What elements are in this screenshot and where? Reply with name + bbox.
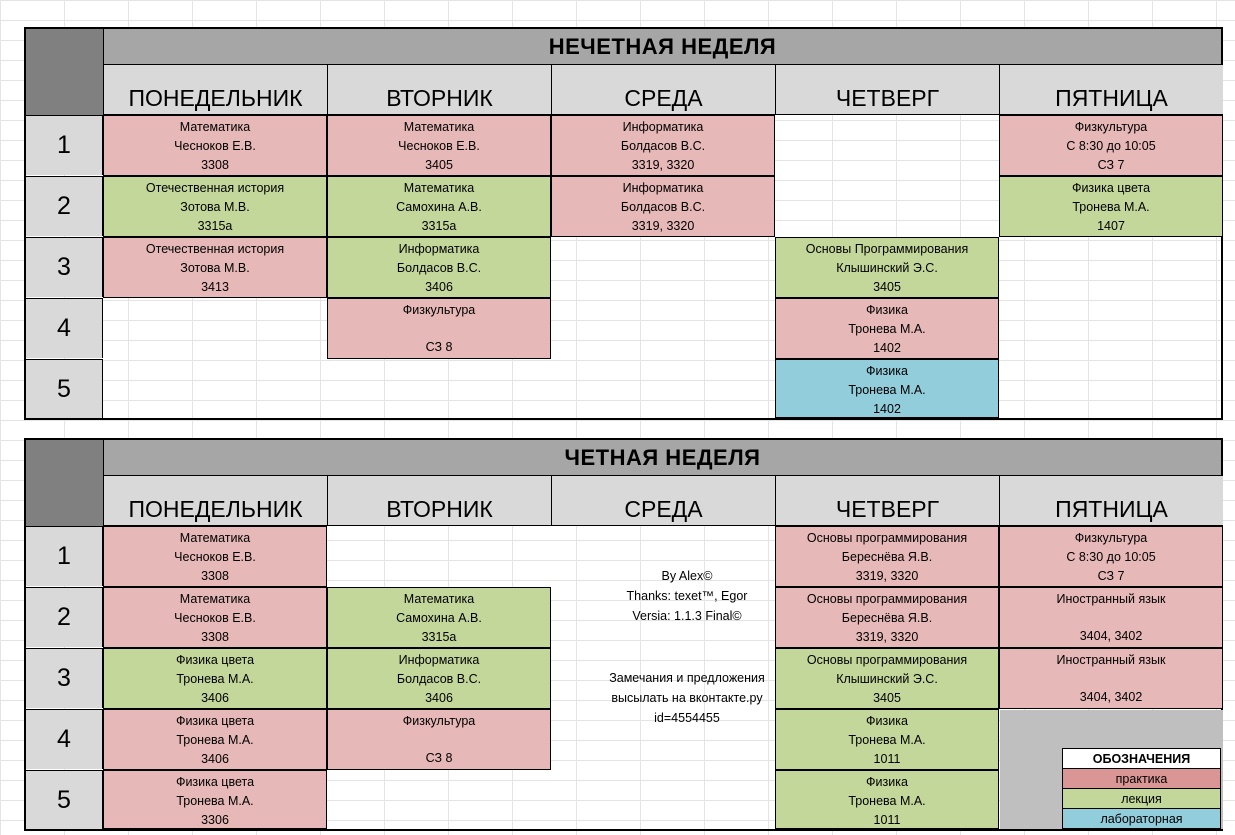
subject: Информатика [622,120,704,134]
room: 3413 [201,280,229,294]
class-cell[interactable] [103,770,327,829]
legend-lecture: лекция [1063,789,1220,809]
pair-number: 1 [26,526,103,586]
class-cell[interactable] [103,176,327,237]
teacher: Чесноков Е.В. [398,139,480,153]
room: 1402 [873,341,901,355]
pair-number: 2 [26,176,103,236]
class-cell[interactable] [999,115,1223,176]
room: 3319, 3320 [631,219,695,233]
teacher: Болдасов В.С. [396,672,482,686]
day-friday: ПЯТНИЦА [1000,65,1223,115]
subject: Основы программирования [806,531,968,545]
room: 1011 [873,813,901,827]
subject: Математика [403,592,475,606]
room: 3308 [201,158,229,172]
room: 3405 [873,691,901,705]
subject: Основы программирования [806,592,968,606]
subject: Математика [403,120,475,134]
subject: Отечественная история [145,242,285,256]
credits-thanks: Thanks: texet™, Egor [626,589,748,603]
pair-number: 5 [26,770,103,829]
class-cell[interactable] [103,587,327,648]
subject: Математика [179,120,251,134]
legend-lab: лабораторная [1063,809,1220,828]
room: СЗ 8 [425,340,453,354]
class-cell[interactable] [999,526,1223,587]
class-cell[interactable] [775,709,999,770]
subject: Физика [866,775,908,789]
room: 1011 [873,752,901,766]
teacher: Тронева М.А. [848,383,926,397]
subject: Основы Программирования [805,242,969,256]
class-cell[interactable] [775,359,999,418]
corner-cell [26,440,104,526]
room: СЗ 8 [425,751,453,765]
day-monday: ПОНЕДЕЛЬНИК [104,476,328,526]
day-friday: ПЯТНИЦА [1000,476,1223,526]
odd-week-table [24,27,1223,420]
room: 3306 [201,813,229,827]
legend [1062,748,1221,829]
subject: Физика цвета [1071,181,1151,195]
pair-number: 3 [26,237,103,297]
subject: Физика цвета [175,714,255,728]
subject: Иностранный язык [1056,653,1166,667]
feedback-line: Замечания и предложения [609,671,765,685]
subject: Информатика [398,653,480,667]
subject: Физика цвета [175,653,255,667]
room: СЗ 7 [1097,569,1125,583]
teacher: Тронева М.А. [848,733,926,747]
teacher: Болдасов В.С. [620,139,706,153]
pair-number: 4 [26,298,103,358]
subject: Математика [403,181,475,195]
feedback-line: высылать на вконтакте.ру [611,691,763,705]
teacher: Тронева М.А. [848,794,926,808]
teacher: Тронева М.А. [1072,200,1150,214]
subject: Физкультура [1074,531,1148,545]
teacher: С 8:30 до 10:05 [1066,550,1156,564]
subject: Отечественная история [145,181,285,195]
subject: Физика [866,714,908,728]
teacher: Береснёва Я.В. [841,611,933,625]
subject: Физкультура [1074,120,1148,134]
subject: Физика цвета [175,775,255,789]
class-cell[interactable] [103,648,327,709]
room: 3315а [197,219,233,233]
room: 3406 [201,691,229,705]
room: СЗ 7 [1097,158,1125,172]
class-cell[interactable] [775,648,999,709]
teacher: Клышинский Э.С. [836,672,938,686]
class-cell[interactable] [327,298,551,359]
class-cell[interactable] [775,237,999,298]
teacher: Болдасов В.С. [620,200,706,214]
credits-version: Versia: 1.1.3 Final© [632,609,742,623]
class-cell[interactable] [327,115,551,176]
subject: Физика [866,364,908,378]
room: 3405 [873,280,901,294]
credits-author: By Alex© [661,569,713,583]
teacher: Зотова М.В. [180,261,250,275]
subject: Математика [179,531,251,545]
subject: Основы программирования [806,653,968,667]
subject: Физкультура [402,714,476,728]
teacher: С 8:30 до 10:05 [1066,139,1156,153]
day-tuesday: ВТОРНИК [328,65,552,115]
teacher: Клышинский Э.С. [836,261,938,275]
pair-number: 1 [26,115,103,175]
class-cell[interactable] [999,648,1223,709]
even-week-table [24,438,1223,831]
week-title: НЕЧЕТНАЯ НЕДЕЛЯ [104,29,1221,65]
pair-number: 4 [26,709,103,769]
room: 3319, 3320 [631,158,695,172]
room: 3406 [425,280,453,294]
credits-block [575,566,799,626]
class-cell[interactable] [551,176,775,237]
class-cell[interactable] [103,237,327,298]
class-cell[interactable] [103,709,327,770]
subject: Физкультура [402,303,476,317]
pair-number: 3 [26,648,103,708]
day-thursday: ЧЕТВЕРГ [776,65,1000,115]
class-cell[interactable] [775,770,999,829]
teacher: Тронева М.А. [176,733,254,747]
teacher: Тронева М.А. [176,794,254,808]
room: 1402 [873,402,901,416]
room: 3308 [201,630,229,644]
week-title: ЧЕТНАЯ НЕДЕЛЯ [104,440,1221,476]
teacher: Тронева М.А. [176,672,254,686]
class-cell[interactable] [103,115,327,176]
teacher: Чесноков Е.В. [174,139,256,153]
room: 3319, 3320 [855,630,919,644]
legend-title: ОБОЗНАЧЕНИЯ [1063,749,1220,769]
pair-number: 2 [26,587,103,647]
day-wednesday: СРЕДА [552,476,776,526]
teacher: Самохина А.В. [396,200,482,214]
teacher: Береснёва Я.В. [841,550,933,564]
teacher: Зотова М.В. [180,200,250,214]
subject: Физика [866,303,908,317]
class-cell[interactable] [775,298,999,359]
room: 3404, 3402 [1079,629,1143,643]
pair-number: 5 [26,359,103,418]
class-cell[interactable] [327,648,551,709]
class-cell[interactable] [551,115,775,176]
class-cell[interactable] [103,526,327,587]
teacher: Тронева М.А. [848,322,926,336]
room: 3315а [421,630,457,644]
corner-cell [26,29,104,115]
class-cell[interactable] [999,176,1223,237]
room: 3406 [425,691,453,705]
room: 3405 [425,158,453,172]
feedback-block [575,668,799,728]
day-tuesday: ВТОРНИК [328,476,552,526]
room: 3319, 3320 [855,569,919,583]
room: 3404, 3402 [1079,690,1143,704]
teacher: Чесноков Е.В. [174,550,256,564]
teacher: Болдасов В.С. [396,261,482,275]
class-cell[interactable] [999,587,1223,648]
class-cell[interactable] [327,587,551,648]
room: 3308 [201,569,229,583]
day-thursday: ЧЕТВЕРГ [776,476,1000,526]
feedback-contact[interactable]: id=4554455 [654,711,720,725]
day-wednesday: СРЕДА [552,65,776,115]
subject: Иностранный язык [1056,592,1166,606]
subject: Информатика [622,181,704,195]
room: 3315а [421,219,457,233]
class-cell[interactable] [775,587,999,648]
class-cell[interactable] [327,176,551,237]
class-cell[interactable] [327,709,551,770]
legend-practice: практика [1063,769,1220,789]
teacher: Самохина А.В. [396,611,482,625]
subject: Информатика [398,242,480,256]
class-cell[interactable] [775,526,999,587]
room: 3406 [201,752,229,766]
day-monday: ПОНЕДЕЛЬНИК [104,65,328,115]
class-cell[interactable] [327,237,551,298]
room: 1407 [1097,219,1125,233]
teacher: Чесноков Е.В. [174,611,256,625]
subject: Математика [179,592,251,606]
